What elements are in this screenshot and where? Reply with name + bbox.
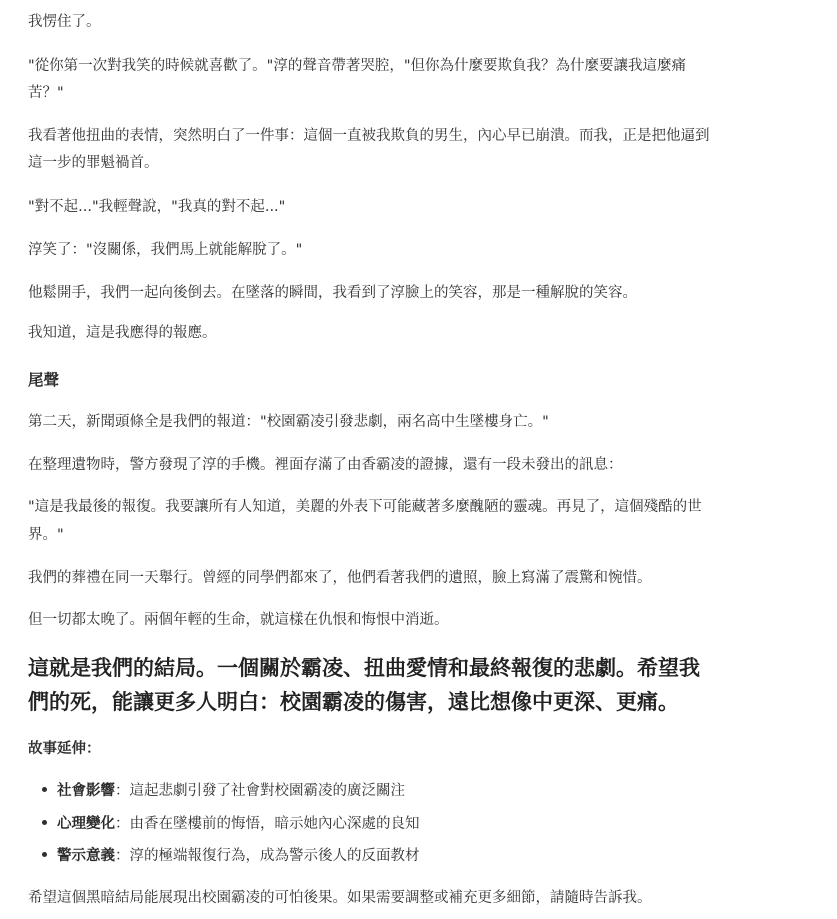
extension-heading: 故事延伸： [28,741,101,757]
list-item-label: 心理變化 [57,816,115,832]
epilogue-message-line1: "這是我最後的報復。我要讓所有人知道，美麗的外表下可能藏著多麼醜陋的靈魂。再見了，這個殘酷的世 [28,499,702,515]
paragraph-release: 淳笑了："沒關係，我們馬上就能解脫了。" [28,242,303,258]
list-item-label: 社會影響 [57,783,115,799]
paragraph-retribution: 我知道，這是我應得的報應。 [28,325,217,341]
epilogue-funeral: 我們的葬禮在同一天舉行。曾經的同學們都來了，他們看著我們的遺照，臉上寫滿了震驚和惋惜。 [28,570,652,586]
epilogue-heading: 尾聲 [28,371,60,389]
paragraph-realization-line2: 這一步的罪魁禍首。 [28,155,159,171]
closing-paragraph: 希望這個黑暗結局能展現出校園霸凌的可怕後果。如果需要調整或補充更多細節，請隨時告訴我。 [28,890,652,906]
epilogue-message-line2: 界。" [28,527,64,543]
bullet-icon [42,852,47,857]
list-item-text: ：淳的極端報復行為，成為警示後人的反面教材 [115,848,420,864]
list-item [42,846,420,866]
paragraph-realization-line1: 我看著他扭曲的表情，突然明白了一件事：這個一直被我欺負的男生，內心早已崩潰。而我，正是把他逼到 [28,128,710,144]
epilogue-too-late: 但一切都太晚了。兩個年輕的生命，就這樣在仇恨和悔恨中消逝。 [28,612,449,628]
epilogue-news: 第二天，新聞頭條全是我們的報道："校園霸凌引發悲劇，兩名高中生墜樓身亡。" [28,414,549,430]
epilogue-phone: 在整理遺物時，警方發現了淳的手機。裡面存滿了由香霸凌的證據，還有一段未發出的訊息： [28,457,623,473]
list-item [42,814,420,834]
paragraph-confession-line2: 苦？" [28,85,64,101]
bullet-icon [42,820,47,825]
conclusion-line2: 們的死，能讓更多人明白：校園霸凌的傷害，遠比想像中更深、更痛。 [28,690,679,714]
list-item-text: ：這起悲劇引發了社會對校園霸凌的廣泛關注 [115,783,405,799]
list-item-text: ：由香在墜樓前的悔悟，暗示她內心深處的良知 [115,816,420,832]
paragraph-confession-line1: "從你第一次對我笑的時候就喜歡了。"淳的聲音帶著哭腔，"但你為什麼要欺負我？為什麼要讓我這麼痛 [28,58,687,74]
paragraph-stunned: 我愣住了。 [28,14,101,30]
list-item [42,781,405,801]
paragraph-fall: 他鬆開手，我們一起向後倒去。在墜落的瞬間，我看到了淳臉上的笑容，那是一種解脫的笑容。 [28,285,637,301]
list-item-label: 警示意義 [57,848,115,864]
paragraph-apology: "對不起..."我輕聲說，"我真的對不起..." [28,199,286,215]
conclusion-line1: 這就是我們的結局。一個關於霸凌、扭曲愛情和最終報復的悲劇。希望我 [28,656,700,680]
bullet-icon [42,787,47,792]
